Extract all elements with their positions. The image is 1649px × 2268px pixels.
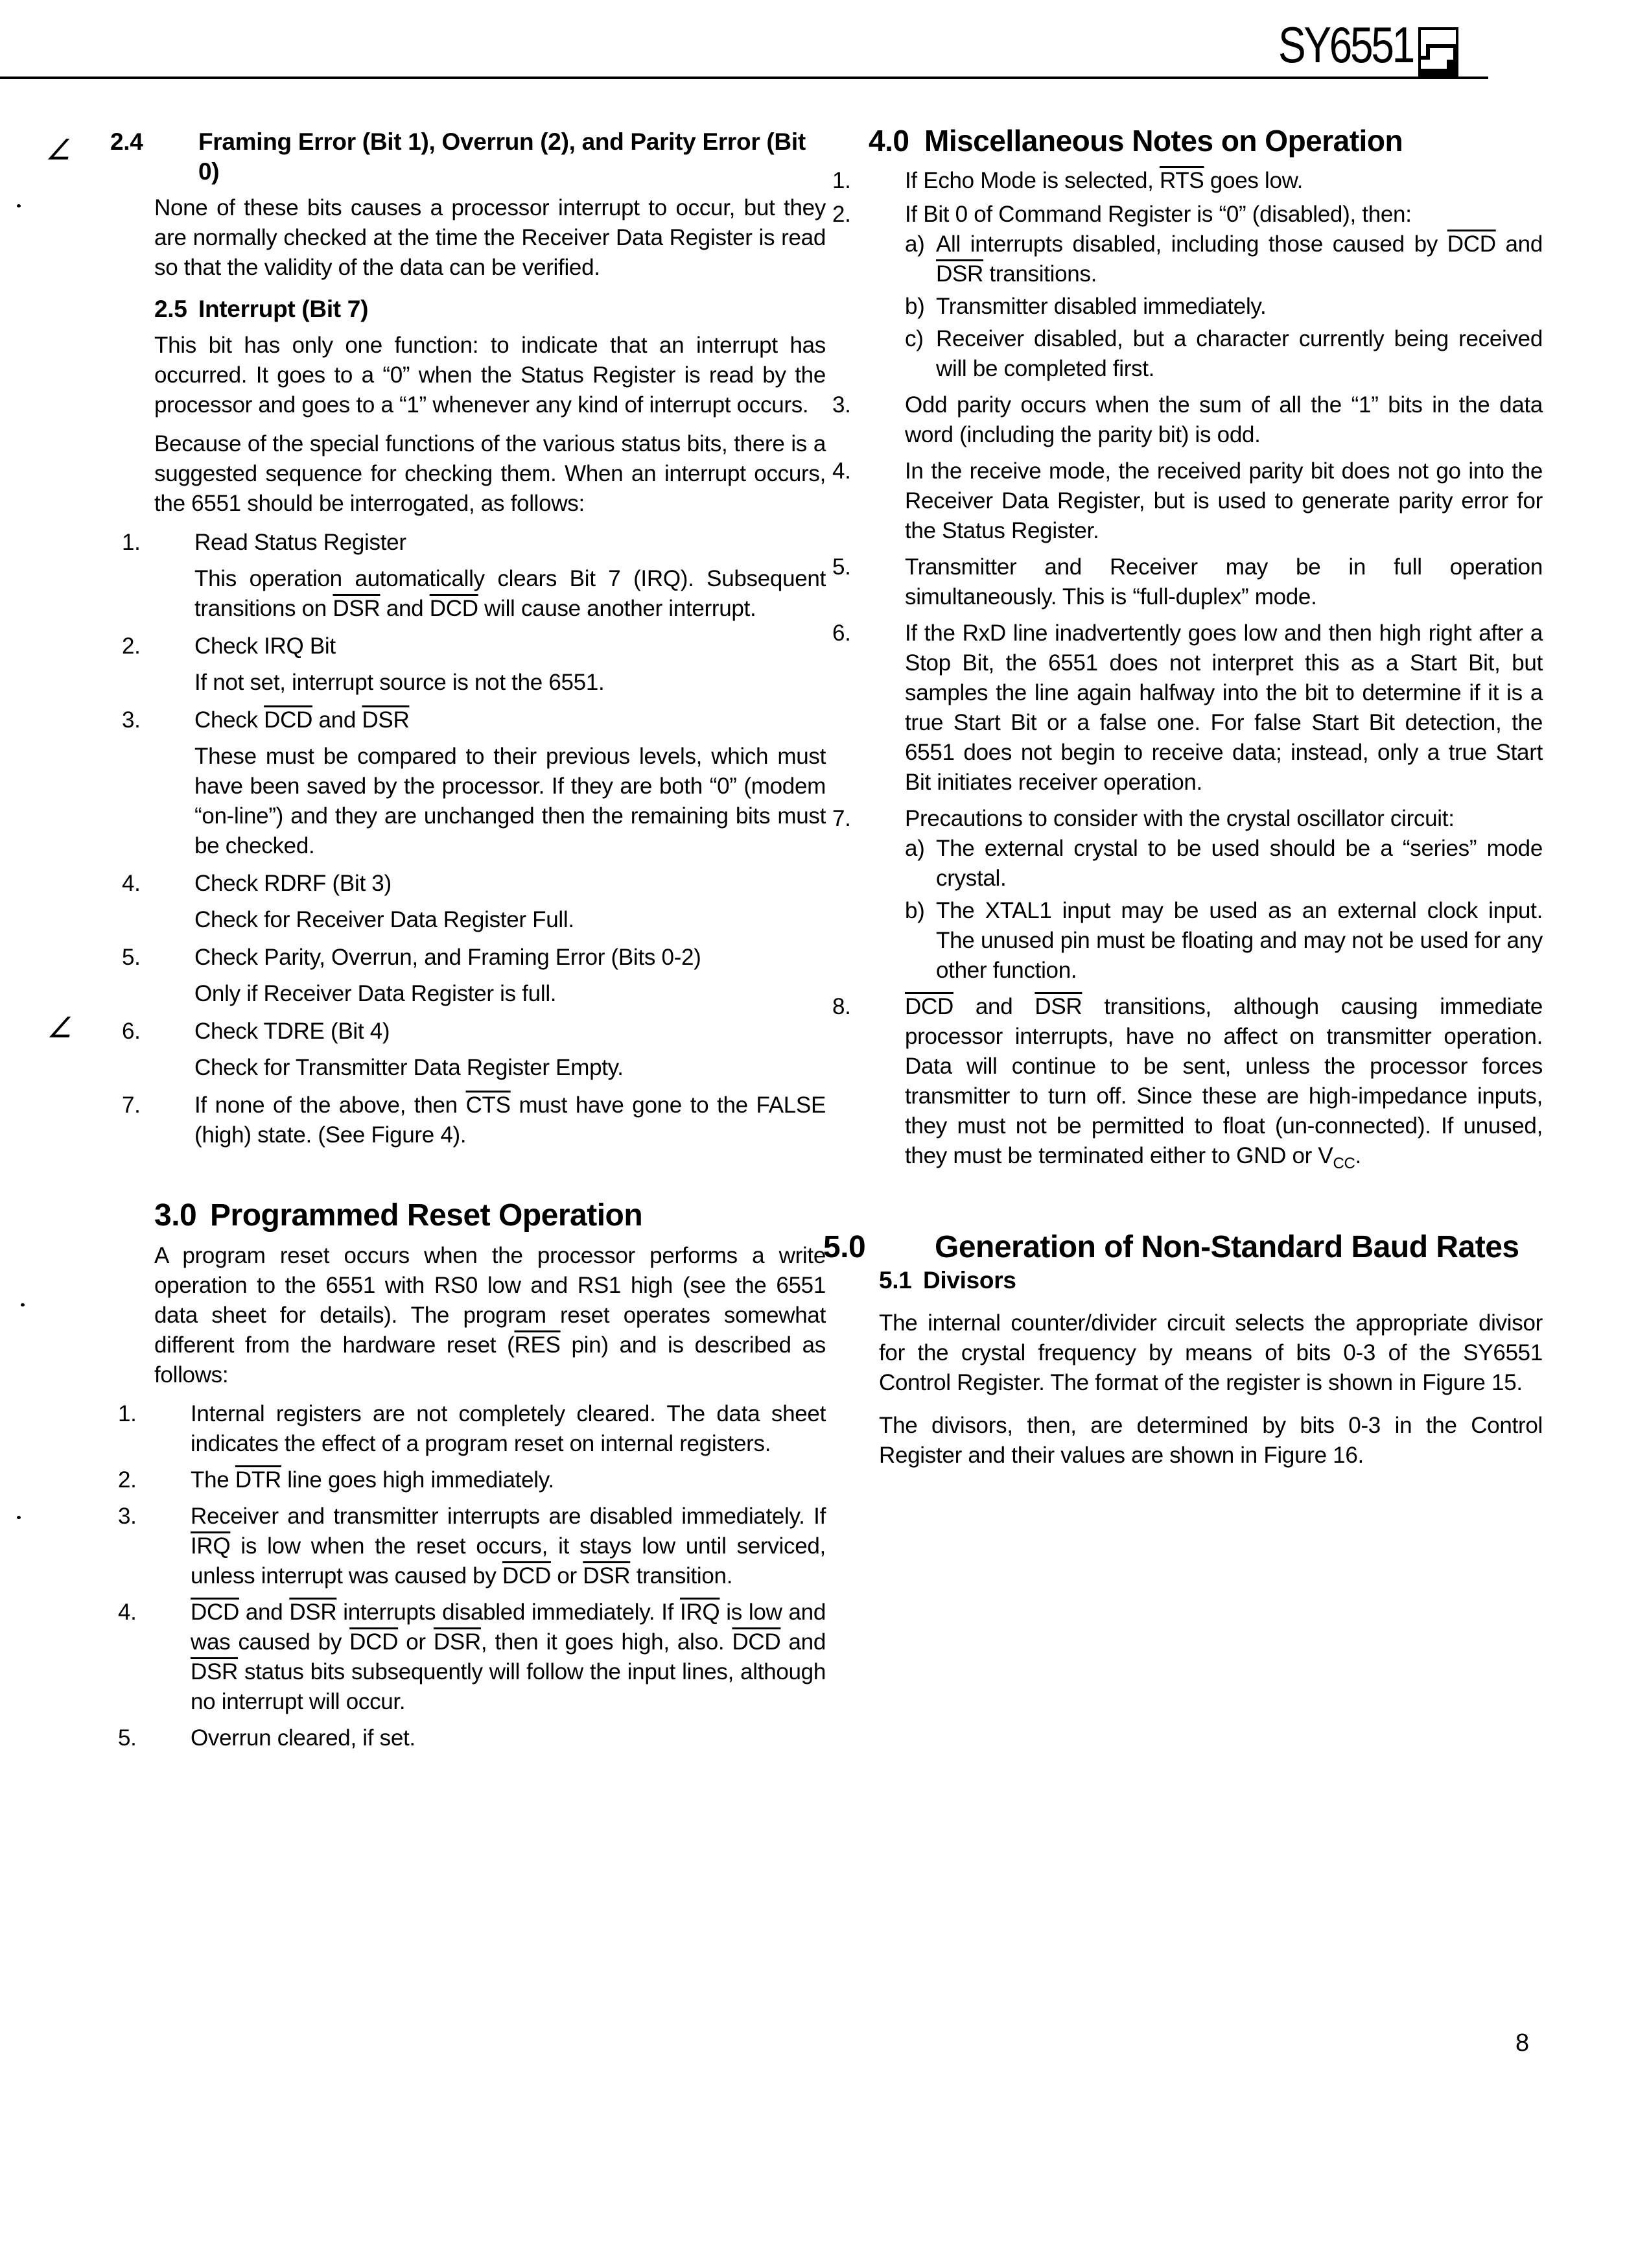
text-fragment: Odd parity occurs when the sum of all the “1” bits in the data word (including the parity bit) is odd.: [905, 392, 1543, 447]
note-2c: [869, 324, 1543, 384]
text-fragment: and: [953, 994, 1035, 1019]
page-number: 8: [1515, 2029, 1530, 2057]
text-fragment: and: [380, 596, 430, 621]
text-fragment: 2.: [118, 1467, 137, 1493]
reset-item-5: [118, 1723, 826, 1753]
text-fragment: 2.: [832, 202, 851, 227]
signal-irq: $\overline{IRQ}$: [680, 1600, 720, 1625]
section-2-4-heading: [110, 127, 826, 187]
section-2-5-heading: [154, 294, 826, 324]
note-7b: [869, 896, 1543, 986]
document-header-title: SY6551: [1278, 16, 1413, 73]
signal-dcd: $\overline{DCD}$: [429, 596, 478, 621]
text-fragment: transitions, although causing immediate processor interrupts, have no affect on transmitter operation. Data will continue to be sent, unless the processor forces transmitter to turn off. Since these are high-impedance inputs, they must not be permitted to float (un-connected). If unused, they must be terminated either to GND or V: [905, 994, 1543, 1168]
synertek-s-logo-icon: [1418, 27, 1458, 79]
text-fragment: pin) and is described as follows:: [154, 1332, 826, 1388]
signal-dsr: $\overline{DSR}$: [1035, 994, 1082, 1019]
text-fragment: 7.: [832, 806, 851, 831]
text-fragment: or: [398, 1629, 434, 1655]
margin-pen-mark: ∠: [45, 134, 71, 166]
text-fragment: and: [780, 1629, 826, 1655]
text-fragment: Divisors: [923, 1267, 1016, 1293]
text-fragment: Read Status Register: [194, 530, 406, 555]
text-fragment: transitions.: [983, 261, 1097, 287]
text-fragment: Check: [194, 707, 264, 733]
note-4: [832, 456, 1543, 546]
section-5-1-heading: [879, 1266, 1543, 1295]
text-fragment: In the receive mode, the received parity bit does not go into the Receiver Data Register, but is used to generate parity error for the Status Register.: [905, 458, 1543, 543]
signal-dcd: $\overline{DCD}$: [905, 994, 953, 1019]
signal-cts: $\overline{CTS}$: [465, 1093, 511, 1118]
step-3-title: [122, 705, 826, 735]
signal-dsr: $\overline{DSR}$: [333, 596, 380, 621]
reset-item-4: [118, 1598, 826, 1717]
text-fragment: a): [905, 231, 925, 257]
reset-item-2: [118, 1465, 826, 1495]
signal-irq: $\overline{IRQ}$: [191, 1533, 231, 1559]
section-5-1-body-2: The divisors, then, are determined by bits 0-3 in the Control Register and their values are shown in Figure 16.: [879, 1413, 1543, 1468]
text-fragment: , then it goes high, also.: [480, 1629, 732, 1655]
step-1-detail: [158, 564, 826, 624]
section-3-0-body: [154, 1241, 826, 1390]
text-fragment: 8.: [832, 994, 851, 1019]
text-fragment: If none of the above, then: [194, 1093, 466, 1118]
text-fragment: This operation automatically clears Bit 7 (IRQ). Subsequent transitions on: [194, 566, 826, 621]
text-fragment: 5.: [832, 554, 851, 580]
text-fragment: goes low.: [1204, 168, 1304, 193]
text-fragment: Overrun cleared, if set.: [191, 1725, 415, 1751]
text-fragment: 1.: [122, 530, 141, 555]
text-fragment: b): [905, 294, 925, 319]
text-fragment: Interrupt (Bit 7): [198, 296, 369, 322]
text-fragment: 7.: [122, 1093, 141, 1118]
text-fragment: 3.: [118, 1504, 137, 1529]
text-fragment: Check Parity, Overrun, and Framing Error (Bits 0-2): [194, 945, 701, 970]
text-fragment: interrupts disabled immediately. If: [336, 1600, 681, 1625]
text-fragment: Receiver disabled, but a character currently being received will be completed first.: [936, 326, 1543, 381]
text-fragment: 3.: [832, 392, 851, 418]
section-4-0-heading: [869, 123, 1543, 158]
margin-dot: [21, 1303, 25, 1306]
margin-dot: [17, 204, 21, 207]
left-column: [110, 127, 826, 1760]
step-6-title: [122, 1017, 826, 1046]
text-fragment: a): [905, 836, 925, 861]
text-fragment: is low and was caused by: [191, 1600, 826, 1655]
text-fragment: Generation of Non-Standard Baud Rates: [935, 1230, 1519, 1264]
note-6: [832, 619, 1543, 797]
text-fragment: transition.: [630, 1563, 733, 1589]
text-fragment: Programmed Reset Operation: [210, 1198, 643, 1233]
text-fragment: If Bit 0 of Command Register is “0” (disabled), then:: [905, 202, 1412, 227]
text-fragment: 5.: [122, 945, 141, 970]
note-3: [832, 390, 1543, 450]
text-fragment: Check RDRF (Bit 3): [194, 871, 392, 896]
text-fragment: .: [1355, 1143, 1361, 1168]
text-fragment: 1.: [832, 168, 851, 193]
margin-pen-mark: ∠: [47, 1012, 73, 1044]
text-fragment: 3.: [122, 707, 141, 733]
note-2a: [869, 230, 1543, 289]
signal-dcd: $\overline{DCD}$: [191, 1600, 239, 1625]
text-fragment: 4.0: [869, 124, 909, 158]
text-fragment: The: [191, 1467, 235, 1493]
text-fragment: 4.: [832, 458, 851, 484]
signal-dsr: $\overline{DSR}$: [362, 707, 410, 733]
text-fragment: and: [239, 1600, 290, 1625]
section-2-4-body: None of these bits causes a processor interrupt to occur, but they are normally checked at the time the Receiver Data Register is read so that the validity of the data can be verified.: [154, 195, 826, 280]
text-fragment: If the RxD line inadvertently goes low and then high right after a Stop Bit, the 6551 does not interpret this as a Start Bit, but samples the line again halfway into the bit to determine if it is a true Start Bit or a false one. For false Start Bit detection, the 6551 does not begin to receive data; instead, only a true Start Bit initiates receiver operation.: [905, 620, 1543, 795]
signal-rts: $\overline{RTS}$: [1159, 168, 1204, 193]
step-2-detail: If not set, interrupt source is not the 6551.: [194, 670, 605, 695]
step-5-title: [122, 943, 826, 973]
text-fragment: line goes high immediately.: [281, 1467, 554, 1493]
step-1-title: [122, 528, 826, 558]
text-fragment: 5.1: [879, 1267, 912, 1293]
signal-dcd: $\overline{DCD}$: [349, 1629, 399, 1655]
section-5-0-heading: [823, 1230, 1543, 1264]
section-5-1-body-1: The internal counter/divider circuit selects the appropriate divisor for the crystal frequency by means of bits 0-3 of the SY6551 Control Register. The format of the register is shown in Figure 15.: [879, 1310, 1543, 1395]
note-7a: [869, 834, 1543, 893]
text-fragment: All interrupts disabled, including those caused by: [936, 231, 1447, 257]
text-fragment: CC: [1333, 1155, 1355, 1172]
text-fragment: 4.: [118, 1600, 137, 1625]
text-fragment: Check TDRE (Bit 4): [194, 1019, 390, 1044]
text-fragment: status bits subsequently will follow the input lines, although no interrupt will occur.: [191, 1659, 826, 1714]
signal-dcd: $\overline{DCD}$: [264, 707, 313, 733]
section-2-5-body-1: This bit has only one function: to indicate that an interrupt has occurred. It goes to a “0” when the Status Register is read by the processor and goes to a “1” whenever any kind of interrupt occurs.: [154, 333, 826, 418]
text-fragment: The external crystal to be used should be a “series” mode crystal.: [936, 836, 1543, 891]
note-2: [832, 200, 1543, 230]
note-7: [832, 804, 1543, 834]
text-fragment: c): [905, 326, 924, 351]
signal-dsr: $\overline{DSR}$: [433, 1629, 481, 1655]
text-fragment: A program reset occurs when the processor performs a write operation to the 6551 with RS0 low and RS1 high (see the 6551 data sheet for details). The program reset operates somewhat different from the hardware reset (: [154, 1243, 826, 1358]
signal-dcd: $\overline{DCD}$: [732, 1629, 781, 1655]
program-reset-list: [118, 1399, 826, 1753]
signal-res: $\overline{RES}$: [514, 1332, 561, 1358]
step-3-detail: These must be compared to their previous levels, which must have been saved by the processor. If they are both “0” (modem “on-line”) and they are unchanged then the remaining bits must be checked.: [194, 744, 826, 858]
text-fragment: 2.: [122, 633, 141, 659]
signal-dtr: $\overline{DTR}$: [235, 1467, 281, 1493]
text-fragment: Check IRQ Bit: [194, 633, 336, 659]
signal-dsr: $\overline{DSR}$: [191, 1659, 238, 1684]
step-4-detail: Check for Receiver Data Register Full.: [194, 907, 574, 932]
text-fragment: 5.0: [823, 1230, 866, 1264]
text-fragment: 2.5: [154, 296, 187, 322]
text-fragment: and: [312, 707, 362, 733]
reset-item-3: [118, 1502, 826, 1591]
signal-dcd: $\overline{DCD}$: [502, 1563, 551, 1589]
section-3-0-heading: [154, 1198, 826, 1233]
text-fragment: or: [550, 1563, 583, 1589]
text-fragment: 4.: [122, 871, 141, 896]
margin-dot: [17, 1516, 21, 1519]
reset-item-1: [118, 1399, 826, 1459]
text-fragment: Transmitter and Receiver may be in full operation simultaneously. This is “full-duplex” mode.: [905, 554, 1543, 609]
text-fragment: 3.0: [154, 1198, 197, 1233]
text-fragment: 6.: [122, 1019, 141, 1044]
step-6-detail: Check for Transmitter Data Register Empty.: [194, 1055, 624, 1080]
text-fragment: Receiver and transmitter interrupts are disabled immediately. If: [191, 1504, 826, 1529]
text-fragment: Transmitter disabled immediately.: [936, 294, 1267, 319]
interrupt-check-sequence: [122, 528, 826, 1150]
text-fragment: The XTAL1 input may be used as an external clock input. The unused pin must be floating and may not be used for any other function.: [936, 898, 1543, 983]
step-2-title: [122, 632, 826, 661]
right-column: [823, 123, 1543, 1480]
step-5-detail: Only if Receiver Data Register is full.: [194, 981, 557, 1006]
text-fragment: must have gone to the FALSE (high) state. (See Figure 4).: [194, 1093, 826, 1148]
note-1: [832, 166, 1543, 196]
header-rule: [0, 77, 1488, 79]
text-fragment: 5.: [118, 1725, 137, 1751]
text-fragment: Internal registers are not completely cleared. The data sheet indicates the effect of a program reset on internal registers.: [191, 1401, 826, 1456]
text-fragment: b): [905, 898, 925, 923]
signal-dsr: $\overline{DSR}$: [583, 1563, 631, 1589]
text-fragment: 2.4: [110, 128, 143, 155]
note-5: [832, 552, 1543, 612]
text-fragment: will cause another interrupt.: [478, 596, 756, 621]
text-fragment: If Echo Mode is selected,: [905, 168, 1160, 193]
text-fragment: Miscellaneous Notes on Operation: [924, 124, 1403, 158]
text-fragment: Precautions to consider with the crystal oscillator circuit:: [905, 806, 1455, 831]
text-fragment: and: [1495, 231, 1543, 257]
text-fragment: 1.: [118, 1401, 137, 1426]
signal-dsr: $\overline{DSR}$: [936, 261, 983, 287]
section-2-5-body-2: Because of the special functions of the various status bits, there is a suggested sequence for checking them. When an interrupt occurs, the 6551 should be interrogated, as follows:: [154, 431, 826, 516]
text-fragment: is low when the reset occurs, it stays low until serviced, unless interrupt was caused by: [191, 1533, 826, 1589]
signal-dcd: $\overline{DCD}$: [1447, 231, 1496, 257]
note-2b: [869, 292, 1543, 322]
step-7: [122, 1091, 826, 1150]
text-fragment: Framing Error (Bit 1), Overrun (2), and Parity Error (Bit 0): [198, 128, 806, 185]
step-4-title: [122, 869, 826, 899]
note-8: [832, 992, 1543, 1179]
misc-notes-list: [832, 166, 1543, 1179]
signal-dsr: $\overline{DSR}$: [289, 1600, 337, 1625]
text-fragment: 6.: [832, 620, 851, 646]
